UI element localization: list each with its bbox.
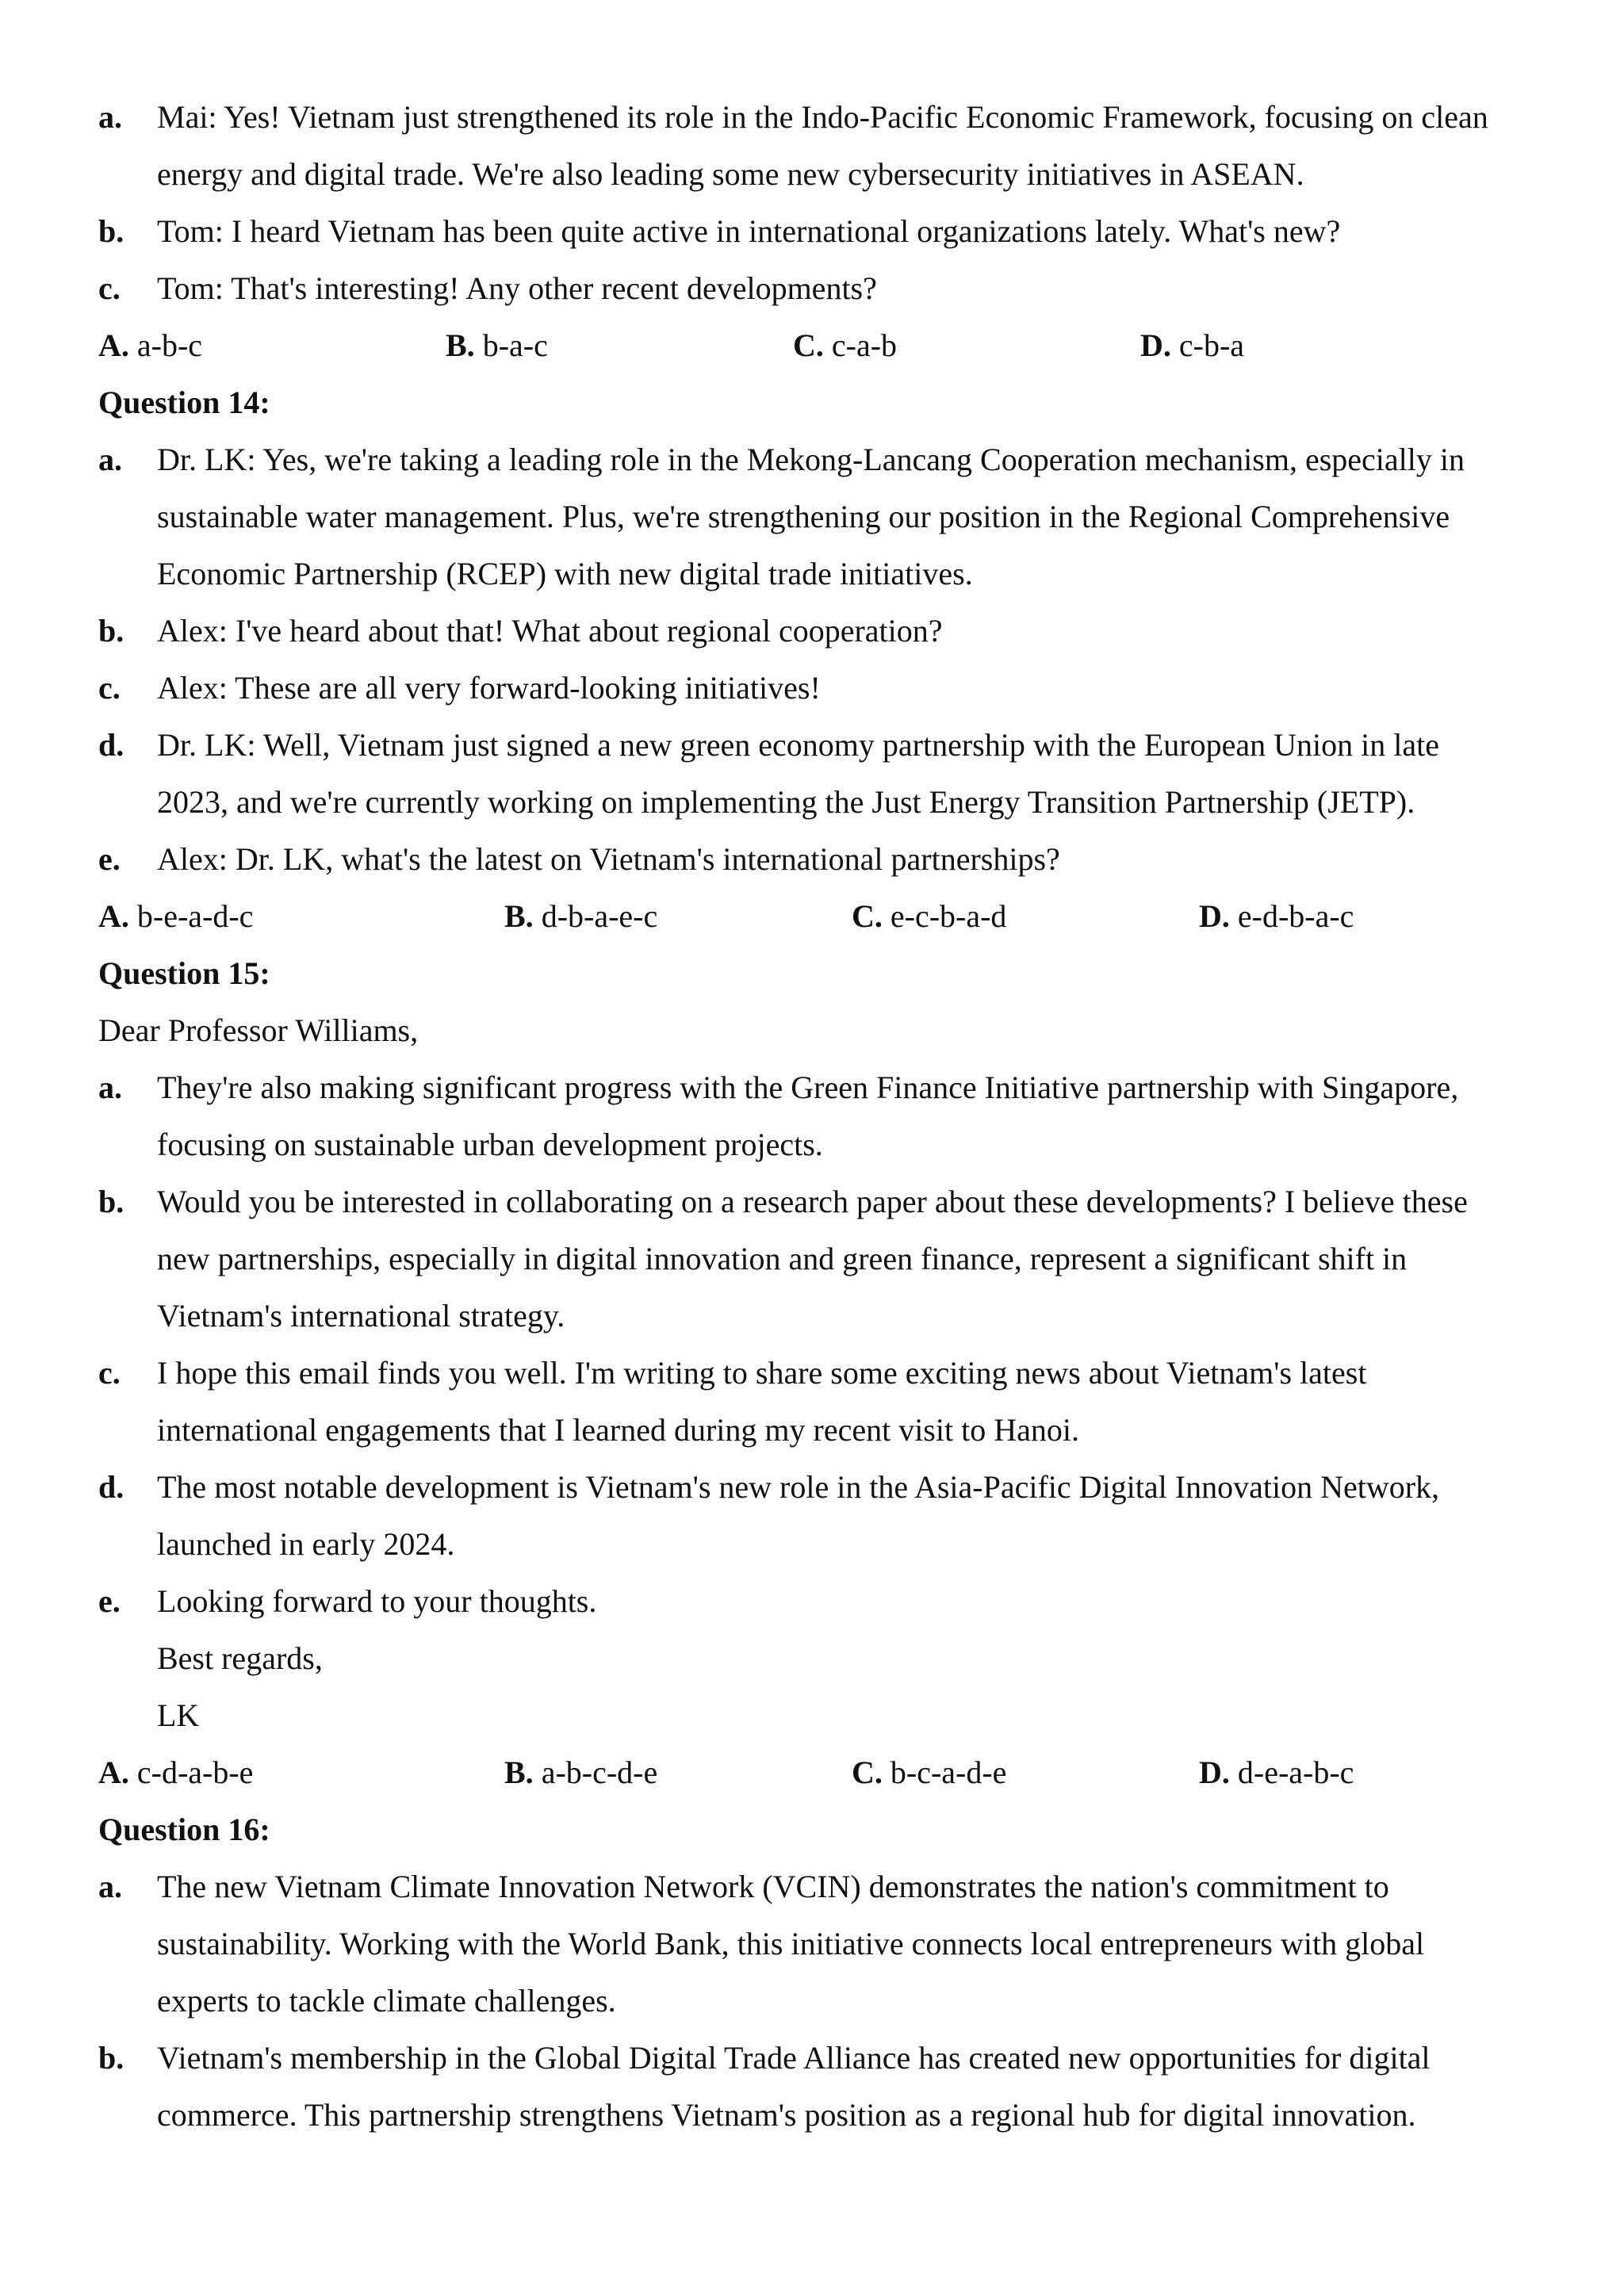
item-text: Vietnam's international strategy. — [157, 1298, 565, 1334]
item-marker: c. — [98, 670, 121, 706]
item-text: launched in early 2024. — [157, 1526, 455, 1562]
question-title: Question 14: — [98, 385, 270, 420]
option-label: C. — [852, 1755, 883, 1790]
item-marker: d. — [98, 727, 124, 763]
option-text: c-a-b — [823, 327, 898, 363]
answer-option-b[interactable] — [504, 1752, 657, 1793]
answer-option-a[interactable] — [98, 325, 202, 366]
option-text: d-b-a-e-c — [533, 898, 658, 934]
option-text: c-b-a — [1170, 327, 1245, 363]
answer-option-a[interactable] — [98, 1752, 253, 1793]
option-text: a-b-c — [128, 327, 203, 363]
email-signature: LK — [157, 1697, 200, 1733]
item-marker: c. — [98, 270, 121, 306]
answer-option-c[interactable] — [793, 325, 897, 366]
item-text: Would you be interested in collaborating on a research paper about these developments? I believe these — [157, 1184, 1468, 1219]
option-text: e-c-b-a-d — [882, 898, 1007, 934]
item-marker: a. — [98, 442, 122, 477]
item-text: Alex: These are all very forward-looking initiatives! — [157, 670, 821, 706]
item-text: focusing on sustainable urban development projects. — [157, 1127, 823, 1162]
option-text: e-d-b-a-c — [1229, 898, 1354, 934]
item-text: Tom: I heard Vietnam has been quite active in international organizations lately. What's new? — [157, 213, 1341, 249]
item-text: Vietnam's membership in the Global Digital Trade Alliance has created new opportunities for digital — [157, 2040, 1431, 2076]
option-label: C. — [852, 898, 883, 934]
answer-option-a[interactable] — [98, 896, 253, 937]
item-text: Mai: Yes! Vietnam just strengthened its role in the Indo-Pacific Economic Framework, focusing on clean — [157, 99, 1488, 135]
option-label: A. — [98, 898, 129, 934]
option-label: D. — [1140, 327, 1171, 363]
option-text: c-d-a-b-e — [128, 1755, 254, 1790]
item-text: commerce. This partnership strengthens Vietnam's position as a regional hub for digital innovation. — [157, 2097, 1416, 2133]
answer-option-c[interactable] — [852, 1752, 1006, 1793]
item-text: sustainable water management. Plus, we're strengthening our position in the Regional Comprehensive — [157, 499, 1450, 534]
item-text: energy and digital trade. We're also leading some new cybersecurity initiatives in ASEAN. — [157, 156, 1304, 192]
item-marker: a. — [98, 1869, 122, 1904]
option-text: a-b-c-d-e — [533, 1755, 658, 1790]
item-text: sustainability. Working with the World Bank, this initiative connects local entrepreneurs with global — [157, 1926, 1425, 1961]
option-label: D. — [1199, 898, 1230, 934]
option-text: b-a-c — [474, 327, 548, 363]
email-closing: Best regards, — [157, 1640, 323, 1676]
item-text: Alex: I've heard about that! What about regional cooperation? — [157, 613, 943, 649]
option-text: b-e-a-d-c — [128, 898, 254, 934]
question-title: Question 16: — [98, 1812, 270, 1847]
item-marker: b. — [98, 2040, 124, 2076]
answer-option-d[interactable] — [1199, 1752, 1354, 1793]
item-text: Dr. LK: Well, Vietnam just signed a new green economy partnership with the European Union in late — [157, 727, 1439, 763]
answer-option-c[interactable] — [852, 896, 1006, 937]
item-text: experts to tackle climate challenges. — [157, 1983, 616, 2019]
answer-option-d[interactable] — [1199, 896, 1354, 937]
option-label: A. — [98, 1755, 129, 1790]
item-text: 2023, and we're currently working on implementing the Just Energy Transition Partnership (JETP). — [157, 784, 1415, 820]
item-marker: b. — [98, 613, 124, 649]
item-marker: c. — [98, 1355, 121, 1391]
option-label: C. — [793, 327, 824, 363]
item-marker: b. — [98, 213, 124, 249]
item-marker: b. — [98, 1184, 124, 1219]
item-marker: a. — [98, 99, 122, 135]
item-marker: a. — [98, 1070, 122, 1105]
item-text: new partnerships, especially in digital innovation and green finance, represent a significant shift in — [157, 1241, 1408, 1276]
item-text: Dr. LK: Yes, we're taking a leading role in the Mekong-Lancang Cooperation mechanism, especially in — [157, 442, 1465, 477]
item-text: They're also making significant progress with the Green Finance Initiative partnership with Singapore, — [157, 1070, 1459, 1105]
option-label: D. — [1199, 1755, 1230, 1790]
item-text: The most notable development is Vietnam's new role in the Asia-Pacific Digital Innovation Network, — [157, 1469, 1440, 1505]
item-text: international engagements that I learned during my recent visit to Hanoi. — [157, 1412, 1079, 1448]
question-title: Question 15: — [98, 955, 270, 991]
item-text: Looking forward to your thoughts. — [157, 1583, 597, 1619]
item-text: Economic Partnership (RCEP) with new digital trade initiatives. — [157, 556, 973, 591]
option-label: A. — [98, 327, 129, 363]
item-marker: e. — [98, 1583, 121, 1619]
option-label: B. — [504, 898, 534, 934]
option-label: B. — [504, 1755, 534, 1790]
option-text: d-e-a-b-c — [1229, 1755, 1354, 1790]
option-label: B. — [446, 327, 475, 363]
item-marker: d. — [98, 1469, 124, 1505]
item-text: I hope this email finds you well. I'm writing to share some exciting news about Vietnam's latest — [157, 1355, 1367, 1391]
answer-option-b[interactable] — [446, 325, 548, 366]
item-text: Tom: That's interesting! Any other recent developments? — [157, 270, 877, 306]
item-text: Alex: Dr. LK, what's the latest on Vietnam's international partnerships? — [157, 841, 1060, 877]
item-marker: e. — [98, 841, 121, 877]
item-text: The new Vietnam Climate Innovation Network (VCIN) demonstrates the nation's commitment to — [157, 1869, 1389, 1904]
email-salutation: Dear Professor Williams, — [98, 1012, 419, 1048]
option-text: b-c-a-d-e — [882, 1755, 1007, 1790]
answer-option-d[interactable] — [1140, 325, 1244, 366]
answer-option-b[interactable] — [504, 896, 657, 937]
